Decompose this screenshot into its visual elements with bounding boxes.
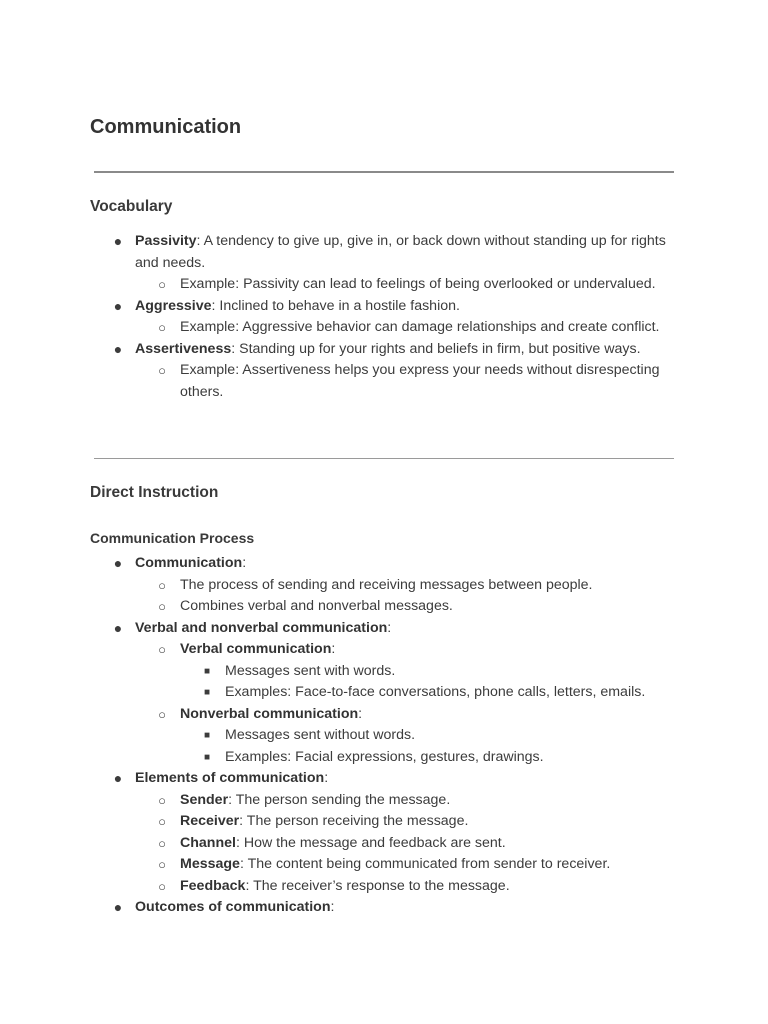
term: Aggressive: [135, 297, 212, 314]
term: Outcomes of communication: [135, 899, 331, 915]
list-item: ■ Examples: Facial expressions, gestures, drawings.: [90, 747, 690, 769]
communication-process-list: [90, 553, 690, 919]
bullet-disc-icon: ●: [113, 899, 123, 915]
bullet-disc-icon: ●: [113, 297, 123, 314]
term: Communication: [135, 555, 243, 571]
bullet-circle-icon: ○: [158, 599, 166, 614]
list-item: ○ Receiver: The person receiving the message.: [90, 811, 690, 833]
term: Sender: [180, 791, 229, 808]
list-item: ○ Combines verbal and nonverbal messages.: [90, 596, 690, 618]
list-item: [90, 296, 690, 318]
list-item: ■ Messages sent without words.: [90, 725, 690, 747]
vocabulary-heading: Vocabulary: [90, 198, 173, 215]
term: Message: [180, 856, 240, 872]
example: Example: Passivity can lead to feelings of being overlooked or undervalued.: [180, 276, 656, 292]
term: Receiver: [180, 813, 240, 829]
definition: : Inclined to behave in a hostile fashion.: [211, 297, 460, 314]
definition: : Standing up for your rights and beliefs in firm, but positive ways.: [231, 340, 641, 357]
bullet-circle-icon: ○: [158, 878, 166, 894]
term: Verbal communication: [180, 641, 332, 657]
list-item: ○ Channel: How the message and feedback are sent.: [90, 833, 690, 855]
list-item: ○ The process of sending and receiving messages between people.: [90, 575, 690, 597]
list-item: [90, 231, 690, 274]
bullet-square-icon: ■: [203, 730, 211, 741]
bullet-disc-icon: ●: [113, 233, 123, 249]
term: Channel: [180, 834, 236, 851]
bullet-disc-icon: ●: [113, 555, 123, 571]
term: Elements of communication: [135, 770, 325, 786]
bullet-disc-icon: ●: [113, 340, 123, 357]
list-item: [90, 360, 690, 403]
term: Nonverbal communication: [180, 705, 359, 722]
bullet-circle-icon: ○: [158, 577, 166, 593]
term: Verbal and nonverbal communication: [135, 619, 388, 636]
bullet-circle-icon: ○: [158, 642, 166, 657]
list-item: ○ Nonverbal communication:: [90, 704, 690, 726]
list-item: ● Elements of communication:: [90, 768, 690, 790]
bullet-disc-icon: ●: [113, 619, 123, 636]
bullet-circle-icon: ○: [158, 277, 166, 292]
list-item: ● Verbal and nonverbal communication:: [90, 618, 690, 640]
list-item: ● Outcomes of communication:: [90, 897, 690, 919]
list-item: ○ Message: The content being communicated from sender to receiver.: [90, 854, 690, 876]
bullet-square-icon: ■: [203, 687, 211, 698]
bullet-circle-icon: ○: [158, 835, 166, 851]
list-item: [90, 339, 690, 361]
bullet-circle-icon: ○: [158, 857, 166, 872]
list-item: ■ Examples: Face-to-face conversations, phone calls, letters, emails.: [90, 682, 690, 704]
definition: : A tendency to give up, give in, or back down without standing up for rights and needs.: [135, 233, 666, 271]
list-item: ○ Feedback: The receiver’s response to the message.: [90, 876, 690, 898]
bullet-circle-icon: ○: [158, 320, 166, 335]
example: Example: Aggressive behavior can damage relationships and create conflict.: [180, 319, 660, 335]
section-divider: [94, 458, 674, 459]
vocabulary-list: [90, 231, 690, 403]
list-item: ■ Messages sent with words.: [90, 661, 690, 683]
example: Example: Assertiveness helps you express your needs without disrespecting others.: [180, 362, 660, 400]
list-item: ○ Sender: The person sending the message.: [90, 790, 690, 812]
title-divider: [94, 171, 674, 173]
bullet-circle-icon: ○: [158, 792, 166, 808]
term: Feedback: [180, 877, 246, 894]
list-item: [90, 317, 690, 339]
bullet-square-icon: ■: [203, 665, 211, 677]
list-item: ○ Verbal communication:: [90, 639, 690, 661]
bullet-disc-icon: ●: [113, 770, 123, 786]
bullet-circle-icon: ○: [158, 814, 166, 829]
page-title: Communication: [90, 116, 242, 138]
list-item: ● Communication:: [90, 553, 690, 575]
term: Assertiveness: [135, 340, 232, 357]
bullet-circle-icon: ○: [158, 706, 166, 722]
list-item: [90, 274, 690, 296]
bullet-circle-icon: ○: [158, 363, 166, 378]
communication-process-subheading: Communication Process: [90, 530, 255, 546]
term: Passivity: [135, 233, 197, 249]
bullet-square-icon: ■: [203, 751, 211, 763]
direct-instruction-heading: Direct Instruction: [90, 484, 219, 501]
